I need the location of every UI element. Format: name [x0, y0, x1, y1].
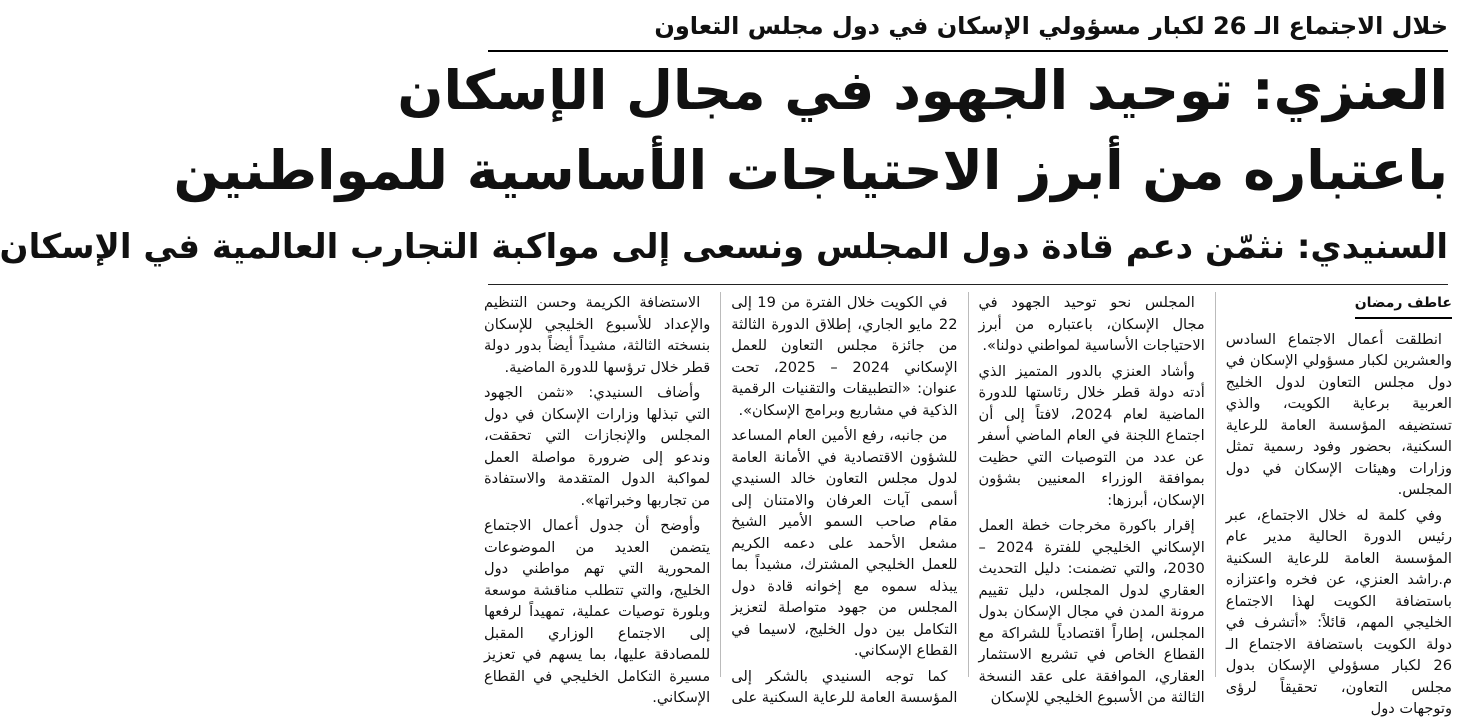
paragraph: المجلس نحو توحيد الجهود في مجال الإسكان، باعتباره من أبرز الاحتياجات الأساسية لمواطني دولنا». [978, 294, 1205, 354]
paragraph: الاستضافة الكريمة وحسن التنظيم والإعداد للأسبوع الخليجي للإسكان بنسخته الثالثة، مشيداً أيضاً بدور دولة قطر خلال ترؤسها للدورة الماضية. [484, 294, 711, 376]
kicker-divider [488, 50, 1448, 52]
byline-wrap [1226, 292, 1452, 319]
subheadline: السنيدي: نثمّن دعم قادة دول المجلس ونسعى إلى مواكبة التجارب العالمية في الإسكان [0, 227, 1448, 267]
article-column-4 [484, 292, 711, 706]
paragraph: من جانبه، رفع الأمين العام المساعد للشؤون الاقتصادية في الأمانة العامة لدول مجلس التعاون خالد السنيدي أسمى آيات العرفان والامتنان إلى مقام صاحب السمو الأمير الشيخ مشعل الأحمد على دعمه الكريم للعمل الخليجي المشترك، مشيداً بما يبذله سموه مع إخوانه قادة دول المجلس من جهود متواصلة لتعزيز التكامل بين دول الخليج، لاسيما في القطاع الإسكاني. [731, 427, 958, 659]
paragraph: وأوضح أن جدول أعمال الاجتماع يتضمن العديد من الموضوعات المحورية التي تهم مواطني دول الخليج، والتي تتطلب مناقشة موسعة وبلورة توصيات عملية، تمهيداً لرفعها إلى الاجتماع الوزاري المقبل للمصادقة عليها، بما يسهم في تعزيز مسيرة التكامل الخليجي في القطاع الإسكاني. [484, 517, 711, 706]
article-body [484, 292, 1452, 717]
paragraph: في الكويت خلال الفترة من 19 إلى 22 مايو الجاري، إطلاق الدورة الثالثة من جائزة مجلس التعاون للعمل الإسكاني 2024 – 2025، تحت عنوان: «التطبيقات والتقنيات الرقمية الذكية في مشاريع وبرامج الإسكان». [731, 294, 958, 419]
article-column-3 [731, 292, 958, 706]
paragraph: كما توجه السنيدي بالشكر إلى المؤسسة العامة للرعاية السكنية على [731, 667, 958, 706]
column-divider [1215, 292, 1216, 677]
paragraph: وأشاد العنزي بالدور المتميز الذي أدته دولة قطر خلال رئاستها للدورة الماضية لعام 2024، لافتاً إلى أن اجتماع اللجنة في العام الماضي أسفر عن عدد من التوصيات التي حظيت بموافقة الوزراء المعنيين بشؤون الإسكان، أبرزها: [978, 362, 1205, 509]
column-divider [968, 292, 969, 677]
kicker-line: خلال الاجتماع الـ 26 لكبار مسؤولي الإسكان في دول مجلس التعاون [654, 12, 1448, 40]
column-divider [720, 292, 721, 677]
headline-line-2: باعتباره من أبرز الاحتياجات الأساسية للمواطنين [173, 139, 1448, 202]
paragraph: وأضاف السنيدي: «نثمن الجهود التي تبذلها وزارات الإسكان في دول المجلس والإنجازات التي تحققت، وندعو إلى ضرورة مواصلة العمل لمواكبة الدول المتقدمة والاستفادة من تجاربها وخبراتها». [484, 384, 711, 509]
byline: عاطف رمضان [1355, 293, 1452, 319]
paragraph: انطلقت أعمال الاجتماع السادس والعشرين لكبار مسؤولي الإسكان في دول مجلس التعاون لدول الخليج العربية برعاية الكويت، والذي تستضيفه المؤسسة العامة للرعاية السكنية، بحضور وفود رسمية تمثل وزارات وهيئات الإسكان في دول المجلس. [1225, 330, 1452, 498]
article-column-1 [1225, 292, 1452, 717]
paragraph: وفي كلمة له خلال الاجتماع، عبر رئيس الدورة الحالية مدير عام المؤسسة العامة للرعاية السكنية م.راشد العنزي، عن فخره واعتزازه باستضافة الكويت لهذا الاجتماع الخليجي المهم، قائلاً: «أتشرف في دولة الكويت باستضافة الاجتماع الـ 26 لكبار مسؤولي الإسكان بدول مجلس التعاون، تحقيقاً لرؤى وتوجهات دول [1225, 506, 1452, 717]
paragraph: إقرار باكورة مخرجات خطة العمل الإسكاني الخليجي للفترة 2024 – 2030، والتي تضمنت: دليل التحديث العقاري لدول المجلس، دليل تقييم مرونة المدن في مجال الإسكان بدول المجلس، إطاراً اقتصادياً للشراكة مع القطاع الخاص في تشريع الاستثمار العقاري، الموافقة على عقد النسخة الثالثة من الأسبوع الخليجي للإسكان [978, 517, 1205, 706]
article-column-2 [978, 292, 1205, 706]
subheadline-divider [488, 284, 1448, 285]
headline-line-1: العنزي: توحيد الجهود في مجال الإسكان [397, 59, 1448, 122]
